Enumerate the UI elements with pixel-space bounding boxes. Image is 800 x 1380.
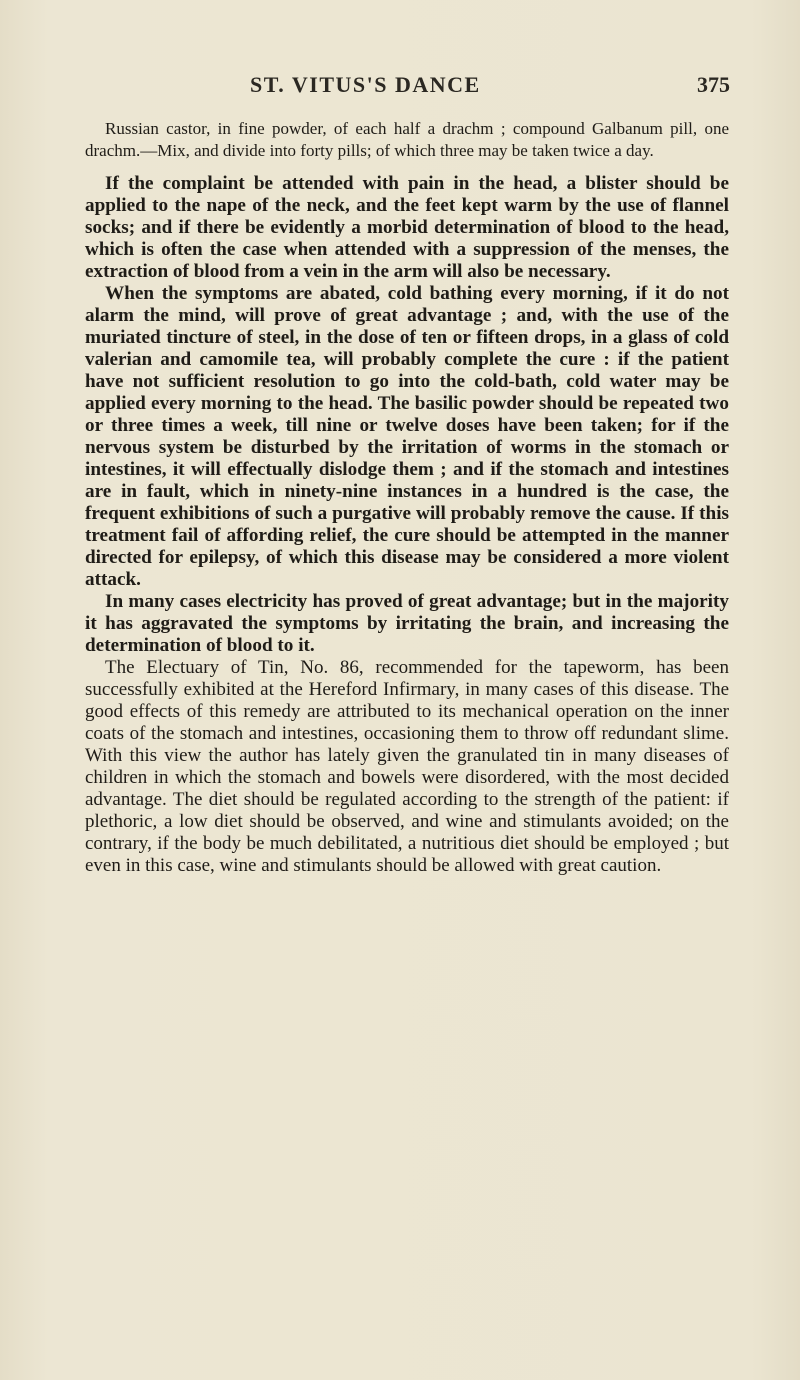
paragraph-cold-bathing: When the symptoms are abated, cold bathing every morning, if it do not alarm the mind, will prove of great advantage ; and, with the use of the muriated tincture of steel, in the dose of ten or fifteen drops, in a glass of cold valerian and camomile tea, will probably complete the cure : if the patient have not sufficient resolution to go into the cold-bath, cold water may be applied every morning to the head. The basilic powder should be repeated two or three times a week, till nine or twelve doses have been taken; for if the nervous system be disturbed by the irritation of worms in the stomach or intestines, it will effectually dislodge them ; and if the stomach and intestines are in fault, which in ninety-nine instances in a hundred is the case, the frequent exhibitions of such a purgative will probably remove the cause. If this treatment fail of affording relief, the cure should be attempted in the manner directed for epilepsy, of which this disease may be considered a more violent attack. [85, 283, 729, 590]
body-text [85, 118, 729, 877]
paragraph-head-pain: If the complaint be attended with pain in the head, a blister should be applied to the nape of the neck, and the feet kept warm by the use of flannel socks; and if there be evidently a morbid determination of blood to the head, which is often the case when attended with a suppression of the menses, the extraction of blood from a vein in the arm will also be necessary. [85, 173, 729, 282]
running-head: ST. VITUS'S DANCE [250, 72, 481, 97]
paragraph-prescription: Russian castor, in fine powder, of each half a drachm ; compound Galbanum pill, one drachm.—Mix, and divide into forty pills; of which three may be taken twice a day. [85, 119, 729, 160]
paragraph-electuary-of-tin: The Electuary of Tin, No. 86, recommended for the tapeworm, has been successfully exhibited at the Hereford Infirmary, in many cases of this disease. The good effects of this remedy are attributed to its mechanical operation on the inner coats of the stomach and intestines, occasioning them to throw off redundant slime. With this view the author has lately given the granulated tin in many diseases of children in which the stomach and bowels were disordered, with the most decided advantage. The diet should be regulated according to the strength of the patient: if plethoric, a low diet should be observed, and wine and stimulants avoided; on the contrary, if the body be much debilitated, a nutritious diet should be employed ; but even in this case, wine and stimulants should be allowed with great caution. [85, 657, 729, 876]
page-header [90, 72, 730, 102]
paragraph-electricity: In many cases electricity has proved of great advantage; but in the majority it has aggravated the symptoms by irritating the brain, and increasing the determination of blood to it. [85, 591, 729, 656]
page-number: 375 [697, 72, 730, 97]
